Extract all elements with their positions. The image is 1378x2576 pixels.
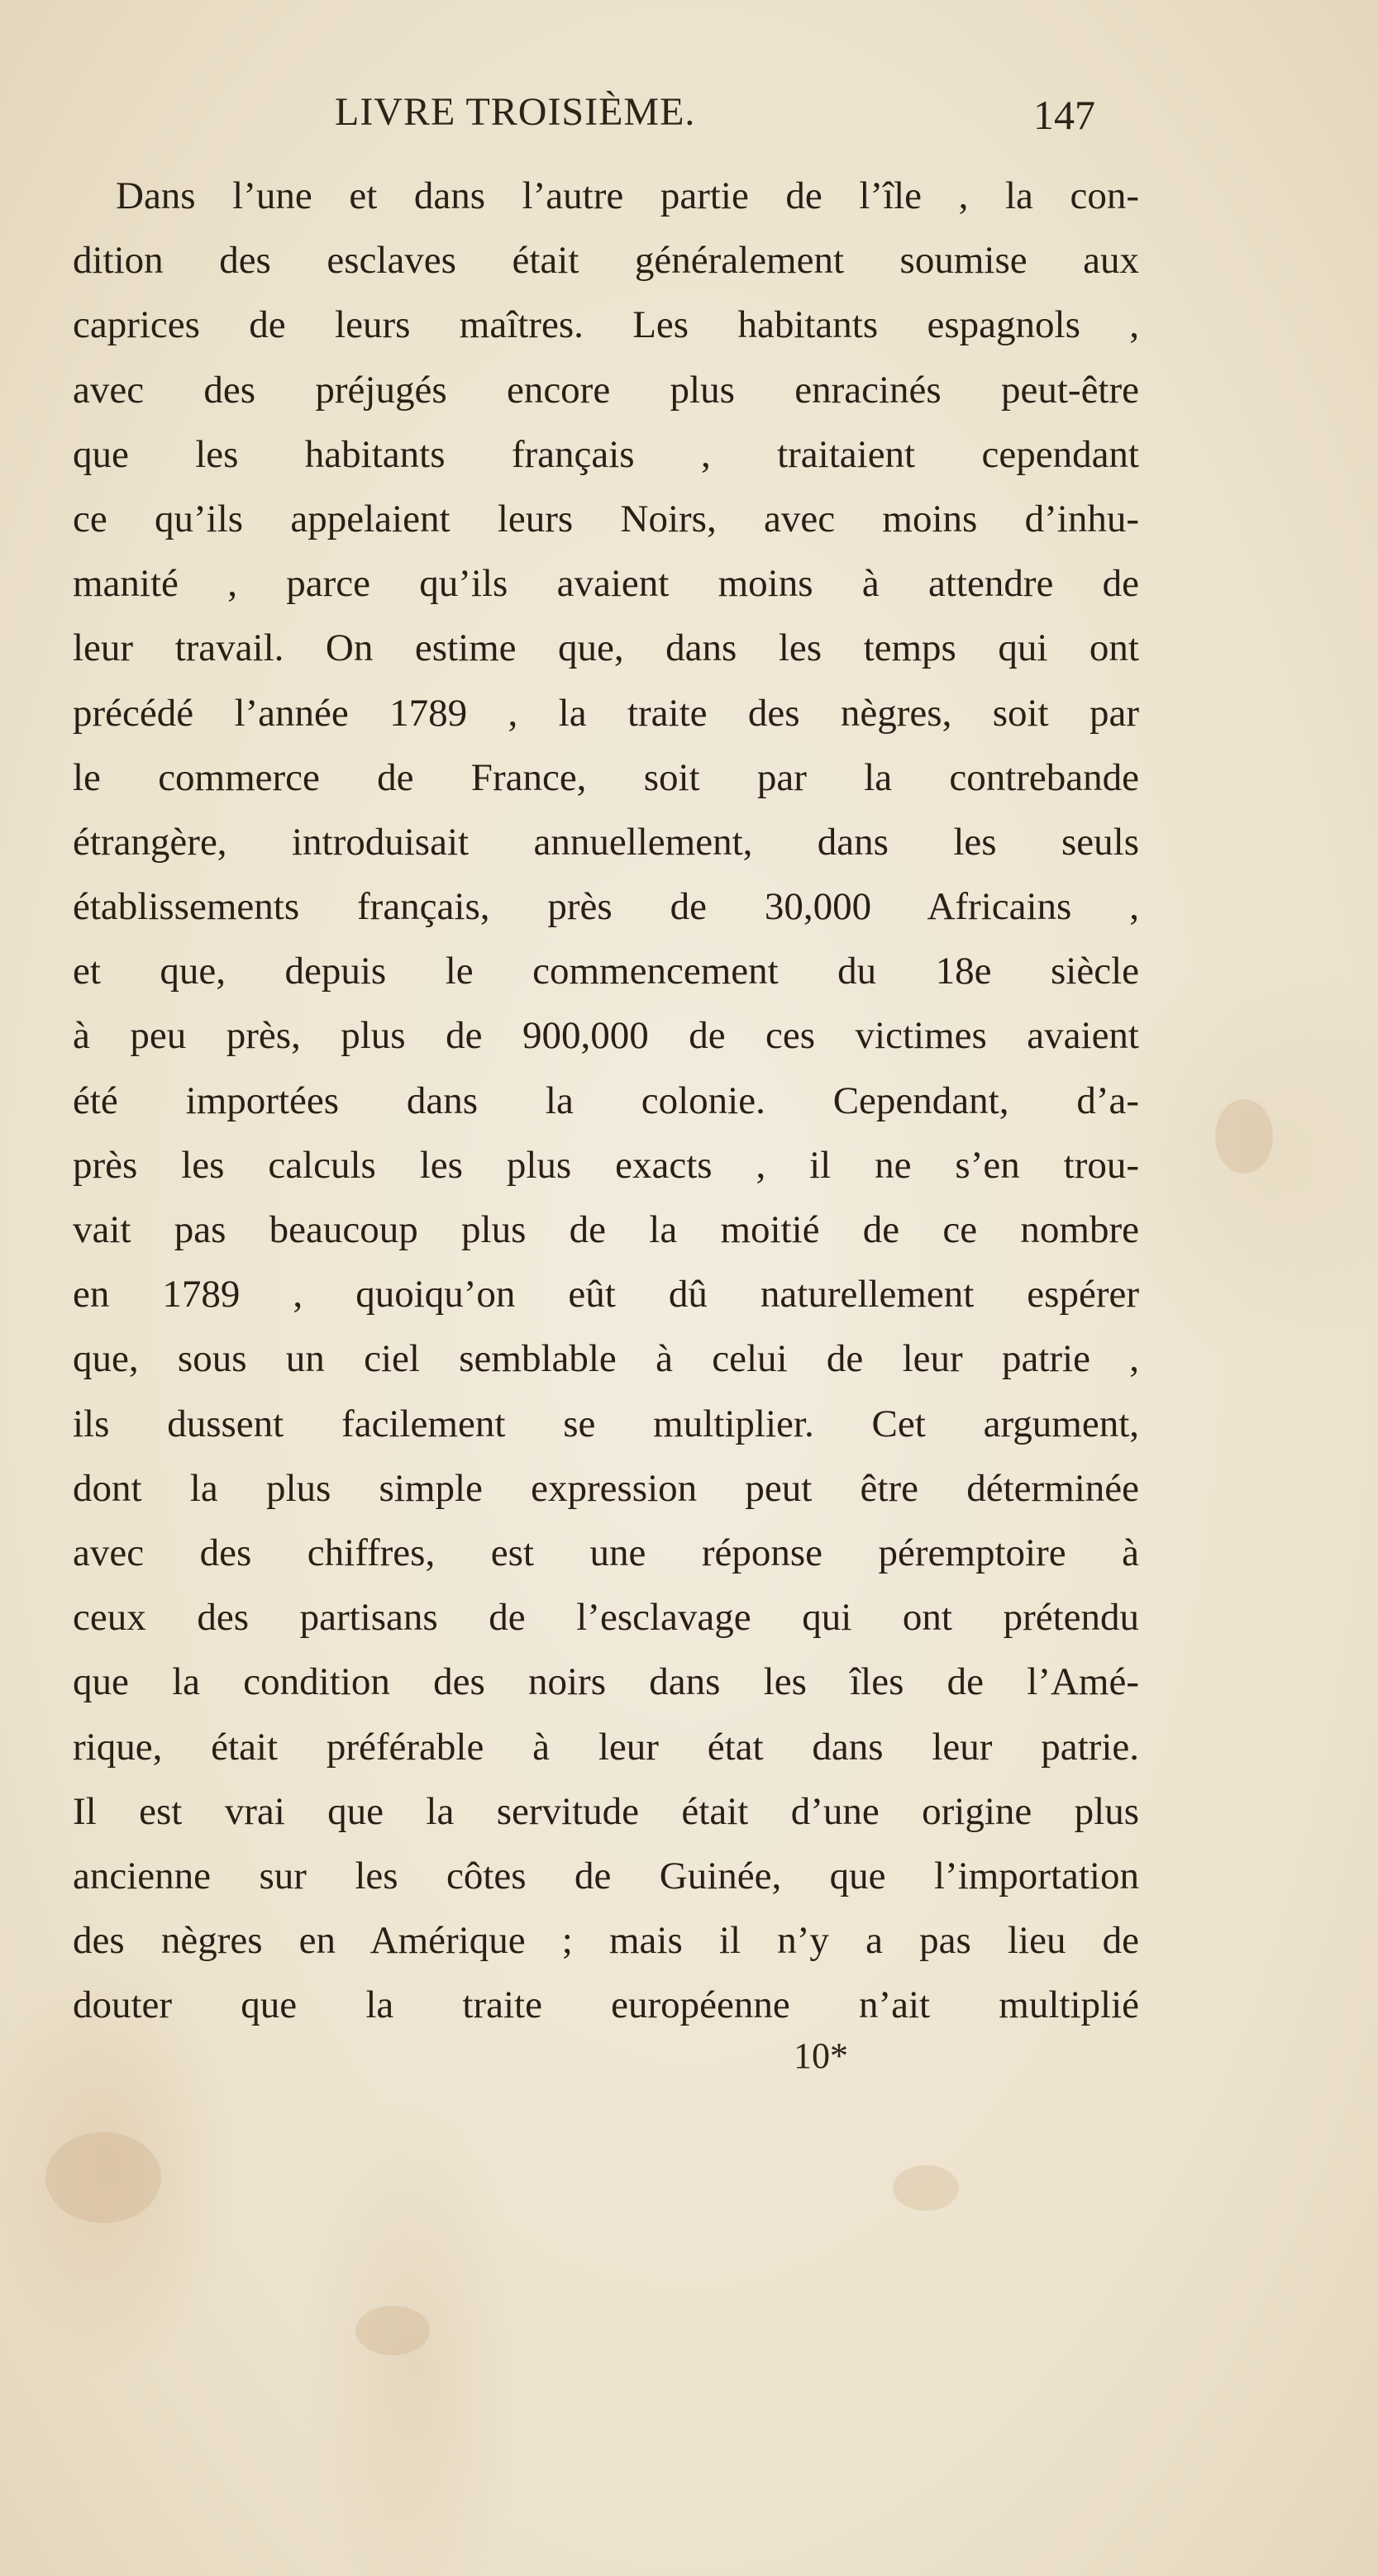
running-title: LIVRE TROISIÈME. — [335, 90, 696, 134]
foxing-stain — [1215, 1099, 1273, 1174]
text-line: manité , parce qu’ils avaient moins à attendre de — [73, 562, 1139, 606]
text-line: avec des préjugés encore plus enracinés peut-être — [73, 368, 1139, 412]
text-line: dition des esclaves était généralement soumise aux — [73, 239, 1139, 283]
text-line: été importées dans la colonie. Cependant, d’a- — [73, 1078, 1139, 1122]
text-line: près les calculs les plus exacts , il ne s’en trou- — [73, 1143, 1139, 1187]
text-line: ancienne sur les côtes de Guinée, que l’importation — [73, 1854, 1139, 1897]
text-line: le commerce de France, soit par la contrebande — [73, 755, 1139, 799]
text-line: étrangère, introduisait annuellement, dans les seuls — [73, 820, 1139, 864]
foxing-stain — [355, 2306, 430, 2355]
text-line: que, sous un ciel semblable à celui de leur patrie , — [73, 1337, 1139, 1381]
text-line: leur travail. On estime que, dans les temps qui ont — [73, 626, 1139, 670]
text-line: Il est vrai que la servitude était d’une origine plus — [73, 1789, 1139, 1833]
text-line: que la condition des noirs dans les îles de l’Amé- — [73, 1660, 1139, 1704]
text-line: des nègres en Amérique ; mais il n’y a pas lieu de — [73, 1919, 1139, 1963]
text-line: et que, depuis le commencement du 18e siècle — [73, 950, 1139, 993]
running-head — [74, 89, 1132, 147]
text-line: dont la plus simple expression peut être déterminée — [73, 1466, 1139, 1510]
foxing-stain — [893, 2165, 959, 2211]
page-number: 147 — [1033, 92, 1095, 138]
text-line: établissements français, près de 30,000 Africains , — [73, 885, 1139, 929]
foxing-stain — [45, 2132, 161, 2223]
text-line: en 1789 , quoiqu’on eût dû naturellement espérer — [73, 1273, 1139, 1317]
text-line: ils dussent facilement se multiplier. Cet argument, — [73, 1402, 1139, 1445]
text-line: avec des chiffres, est une réponse péremptoire à — [73, 1531, 1139, 1574]
signature-mark: 10* — [794, 2036, 848, 2076]
body-text — [73, 164, 1139, 2037]
text-line: vait pas beaucoup plus de la moitié de ce nombre — [73, 1208, 1139, 1251]
text-line: à peu près, plus de 900,000 de ces victimes avaient — [73, 1014, 1139, 1058]
text-line: que les habitants français , traitaient cependant — [73, 432, 1139, 476]
text-line: précédé l’année 1789 , la traite des nègres, soit par — [73, 691, 1139, 735]
text-line: Dans l’une et dans l’autre partie de l’île , la con- — [116, 174, 1139, 217]
text-line: ceux des partisans de l’esclavage qui ont prétendu — [73, 1596, 1139, 1640]
text-line: caprices de leurs maîtres. Les habitants espagnols , — [73, 303, 1139, 347]
text-line: rique, était préférable à leur état dans leur patrie. — [73, 1725, 1139, 1769]
text-line: ce qu’ils appelaient leurs Noirs, avec moins d’inhu- — [73, 497, 1139, 540]
text-line: douter que la traite européenne n’ait multiplié — [73, 1983, 1139, 2027]
